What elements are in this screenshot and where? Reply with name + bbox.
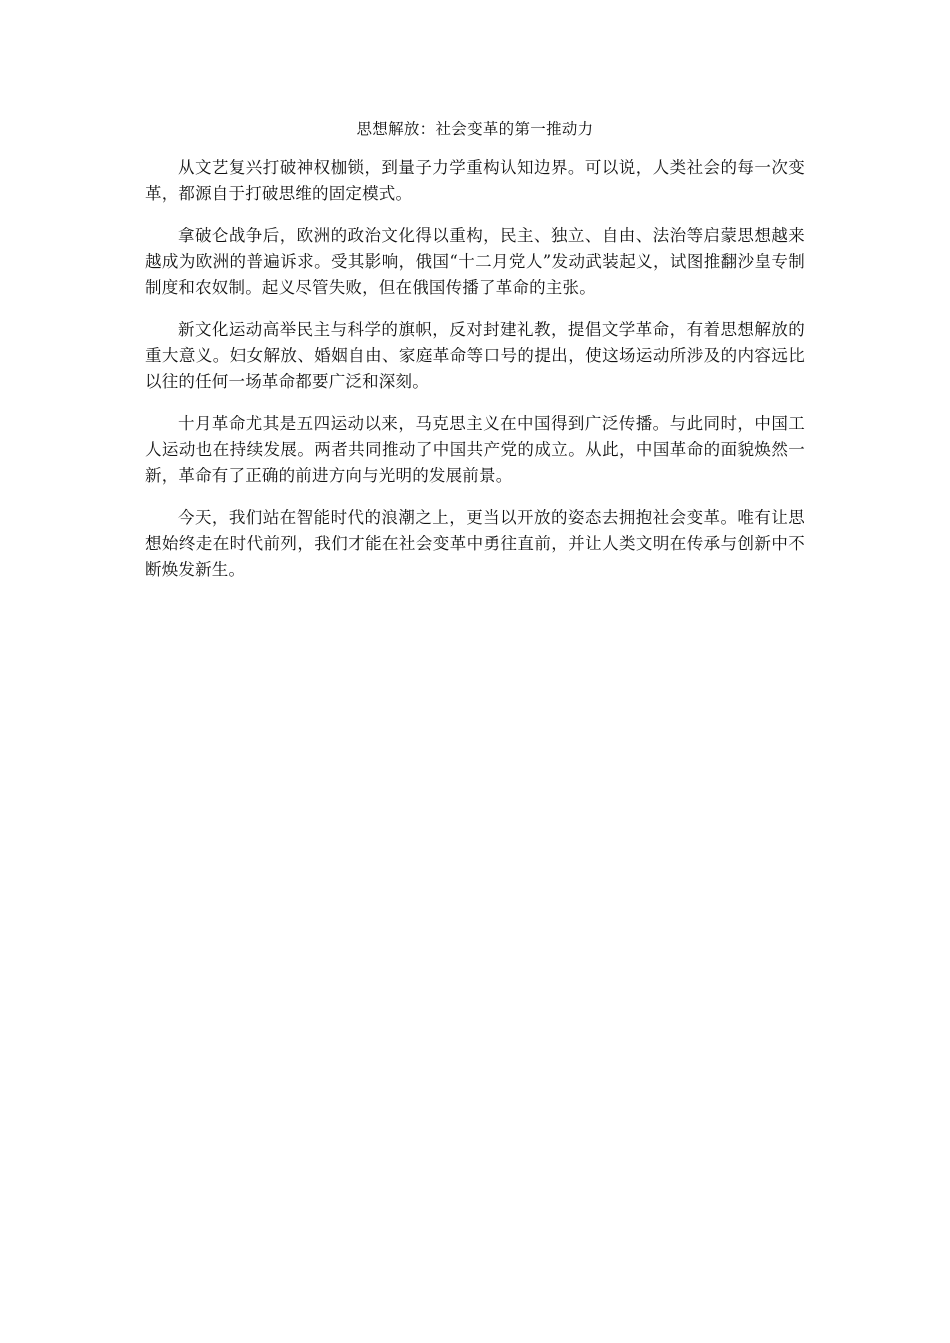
paragraph-2: 拿破仑战争后，欧洲的政治文化得以重构，民主、独立、自由、法治等启蒙思想越来越成为欧洲的普遍诉求。受其影响，俄国“十二月党人”发动武装起义，试图推翻沙皇专制制度和农奴制。起义尽管失败，但在俄国传播了革命的主张。 (145, 226, 805, 297)
paragraph-1: 从文艺复兴打破神权枷锁，到量子力学重构认知边界。可以说，人类社会的每一次变革，都源自于打破思维的固定模式。 (145, 158, 805, 203)
document-title: 思想解放：社会变革的第一推动力 (356, 120, 594, 138)
paragraph-5: 今天，我们站在智能时代的浪潮之上，更当以开放的姿态去拥抱社会变革。唯有让思想始终走在时代前列，我们才能在社会变革中勇往直前，并让人类文明在传承与创新中不断焕发新生。 (145, 508, 805, 579)
paragraph-3: 新文化运动高举民主与科学的旗帜，反对封建礼教，提倡文学革命，有着思想解放的重大意义。妇女解放、婚姻自由、家庭革命等口号的提出，使这场运动所涉及的内容远比以往的任何一场革命都要广泛和深刻。 (145, 320, 805, 391)
paragraph-4: 十月革命尤其是五四运动以来，马克思主义在中国得到广泛传播。与此同时，中国工人运动也在持续发展。两者共同推动了中国共产党的成立。从此，中国革命的面貌焕然一新，革命有了正确的前进方向与光明的发展前景。 (145, 414, 805, 485)
document-body (145, 116, 805, 599)
